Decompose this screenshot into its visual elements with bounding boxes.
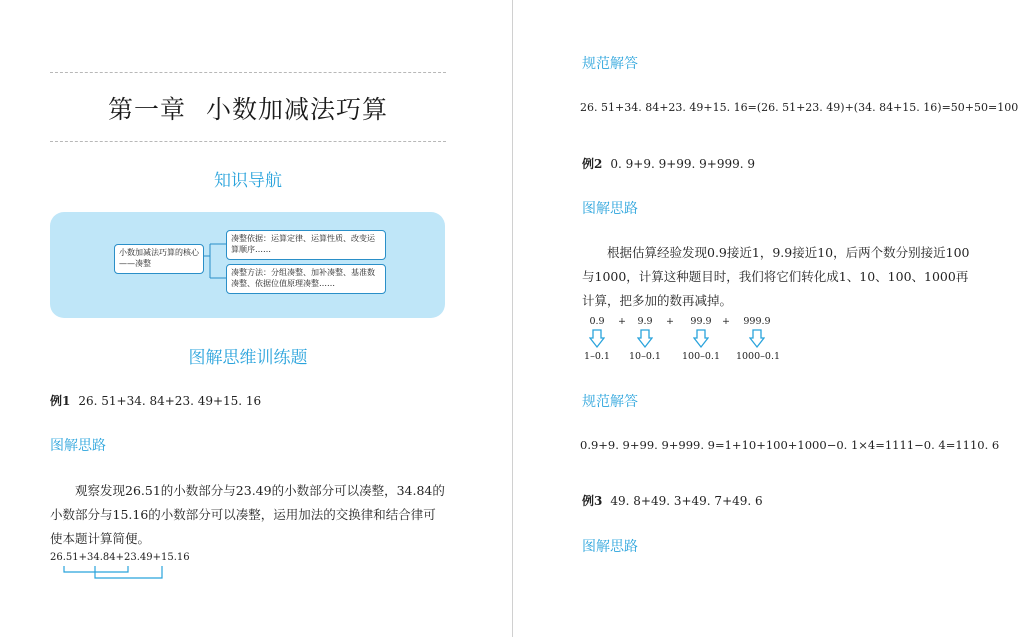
term-3: 99.9 [690,316,712,327]
down-arrow-icon [693,329,709,349]
top-divider [50,72,446,73]
approx-2: 10–0.1 [629,351,661,362]
answer-2: 0.9+9. 9+99. 9+999. 9=1+10+100+1000−0. 1×4=1111−0. 4=1110. 6 [580,438,1000,452]
example-3-label: 例3 [582,494,603,508]
plus-sign-2: + [666,316,674,327]
heading-thinking-1: 图解思路 [50,438,106,454]
chapter-label: 第一章 [107,95,186,124]
example-2-expression: 0. 9+9. 9+99. 9+999. 9 [610,157,756,171]
example-1-expression: 26. 51+34. 84+23. 49+15. 16 [78,394,262,408]
section-knowledge-nav: 知识导航 [214,171,282,191]
term-4: 999.9 [743,316,771,327]
mind-map-branch-basis: 凑整依据：运算定律、运算性质、改变运算顺序…… [226,230,386,260]
approx-3: 100–0.1 [682,351,720,362]
chapter-heading [50,90,446,126]
example-2-label: 例2 [582,157,603,171]
example-1-explanation: 观察发现26.51的小数部分与23.49的小数部分可以凑整，34.84的小数部分与15.16的小数部分可以凑整，运用加法的交换律和结合律可使本题计算简便。 [50,483,445,546]
example-1-pairing-diagram [50,564,180,584]
bottom-divider [50,141,446,142]
example-3-expression: 49. 8+49. 3+49. 7+49. 6 [610,494,763,508]
heading-thinking-2: 图解思路 [582,201,638,217]
plus-sign-1: + [618,316,626,327]
example-2 [582,155,755,172]
example-2-explanation: 根据估算经验发现0.9接近1，9.9接近10，后两个数分别接近100与1000，计算这种题目时，我们将它们转化成1、10、100、1000再计算，把多加的数再减掉。 [582,245,970,308]
right-page [513,0,1024,637]
section-practice: 图解思维训练题 [188,348,308,368]
down-arrow-icon [589,329,605,349]
approx-4: 1000–0.1 [735,351,781,362]
down-arrow-icon [637,329,653,349]
term-1: 0.9 [589,316,605,327]
mind-map-branch-method: 凑整方法：分组凑整、加补凑整、基准数凑整、依据位值原理凑整…… [226,264,386,294]
example-1-label: 例1 [50,394,71,408]
mind-map-root: 小数加减法巧算的核心——凑整 [114,244,204,274]
plus-sign-3: + [722,316,730,327]
heading-thinking-3: 图解思路 [582,539,638,555]
heading-answer-1: 规范解答 [582,56,638,72]
heading-answer-2: 规范解答 [582,394,638,410]
answer-1: 26. 51+34. 84+23. 49+15. 16=(26. 51+23. 49)+(34. 84+15. 16)=50+50=100 [580,101,1019,114]
example-1-diagram-expression: 26.51+34.84+23.49+15.16 [50,552,190,563]
approx-1: 1–0.1 [584,351,610,362]
down-arrow-icon [749,329,765,349]
term-2: 9.9 [637,316,653,327]
mind-map [50,212,445,318]
example-3 [582,492,763,509]
chapter-title: 小数加减法巧算 [206,95,389,124]
example-1 [50,392,261,409]
